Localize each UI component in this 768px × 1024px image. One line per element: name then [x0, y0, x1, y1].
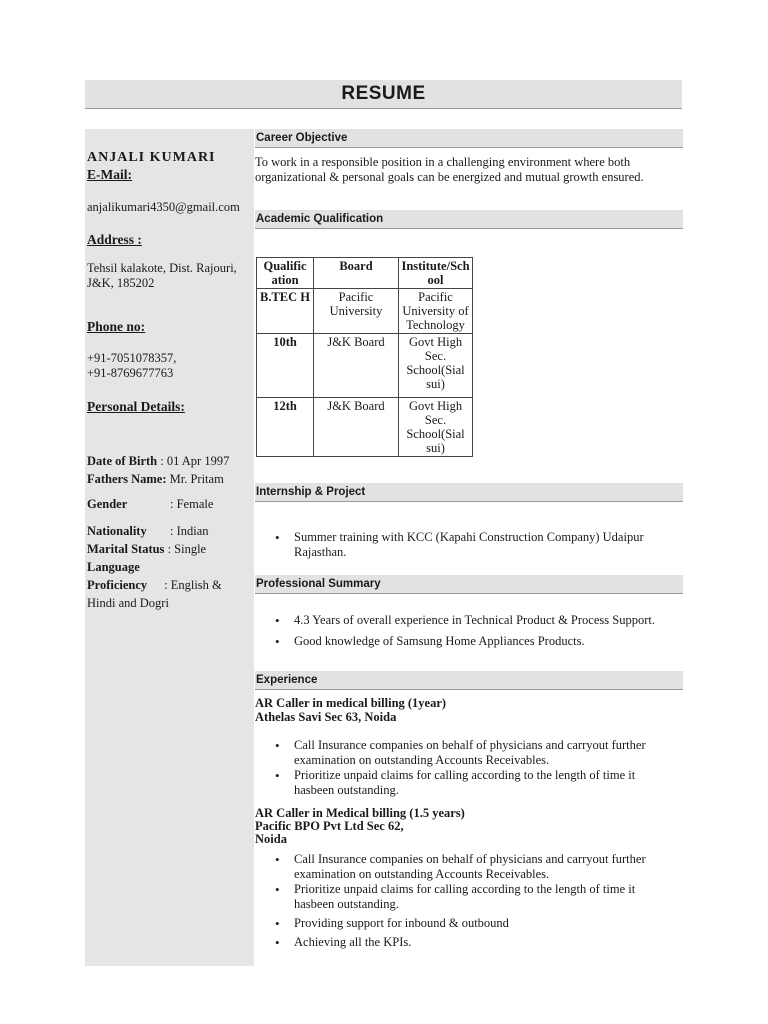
header-institute: Institute/Sch ool	[399, 258, 473, 289]
internship-heading: Internship & Project	[255, 483, 683, 502]
address-label: Address :	[87, 232, 142, 247]
job2-location: Noida	[255, 832, 287, 846]
job1-title: AR Caller in medical billing (1year)	[255, 696, 447, 710]
table-row	[257, 334, 473, 398]
candidate-name: ANJALI KUMARI	[87, 150, 216, 165]
header-board: Board	[314, 258, 399, 289]
job2-list	[275, 852, 670, 912]
email-label: E-Mail:	[87, 167, 132, 182]
internship-list	[275, 530, 670, 566]
job1-company: Athelas Savi Sec 63, Noida	[255, 710, 397, 724]
list-item: • 4.3 Years of overall experience in Technical Product & Process Support.	[275, 613, 670, 628]
job2-company: Pacific BPO Pvt Ltd Sec 62,	[255, 819, 404, 833]
summary-list	[275, 613, 670, 655]
row-qualification: B.TEC H	[257, 289, 314, 334]
career-line-1: To work in a responsible position in a challenging environment where both	[255, 155, 631, 169]
marital-value: : Single	[164, 542, 207, 556]
table-row	[257, 289, 473, 334]
proficiency-value: : English &	[161, 578, 222, 592]
proficiency-row-2	[87, 594, 169, 612]
gender-value: : Female	[170, 497, 214, 511]
gender-row	[87, 495, 213, 513]
marital-row	[87, 540, 206, 558]
list-item: • Achieving all the KPIs.	[275, 935, 670, 950]
row-institute: Govt High Sec. School(Sial sui)	[399, 334, 473, 398]
list-item: • Providing support for inbound & outbound	[275, 916, 670, 931]
job1-list	[275, 738, 670, 798]
experience-heading: Experience	[255, 671, 683, 690]
row-board: Pacific University	[314, 289, 399, 334]
row-institute: Pacific University of Technology	[399, 289, 473, 334]
phone-2: +91-8769677763	[87, 366, 174, 380]
list-item: • Good knowledge of Samsung Home Appliances Products.	[275, 634, 670, 649]
marital-key: Marital Status	[87, 542, 165, 556]
header-qualification: Qualific ation	[257, 258, 314, 289]
father-key: Fathers Name:	[87, 472, 167, 486]
job2-title: AR Caller in Medical billing (1.5 years)	[255, 806, 465, 820]
list-item: • Summer training with KCC (Kapahi Construction Company) Udaipur Rajasthan.	[275, 530, 670, 560]
qualification-table	[256, 257, 473, 457]
list-item: • Call Insurance companies on behalf of physicians and carryout further examination on outstanding Accounts Receivables.	[275, 852, 670, 882]
career-objective-heading: Career Objective	[255, 129, 683, 148]
language-row	[87, 558, 140, 576]
row-board: J&K Board	[314, 334, 399, 398]
proficiency-row	[87, 576, 222, 594]
table-header-row	[257, 258, 473, 289]
sidebar	[85, 129, 254, 966]
father-value: Mr. Pritam	[166, 472, 224, 486]
phone-label: Phone no:	[87, 319, 146, 334]
address-line-2: J&K, 185202	[87, 276, 155, 290]
personal-details-label: Personal Details:	[87, 399, 185, 414]
list-item: • Prioritize unpaid claims for calling according to the length of time it hasbeen outstanding.	[275, 768, 670, 798]
list-item: • Prioritize unpaid claims for calling according to the length of time it hasbeen outstanding.	[275, 882, 670, 912]
summary-heading: Professional Summary	[255, 575, 683, 594]
language-key: Language	[87, 560, 140, 574]
phone-1: +91-7051078357,	[87, 351, 177, 365]
page-title: RESUME	[85, 80, 682, 109]
proficiency-key: Proficiency	[87, 578, 148, 592]
row-qualification: 10th	[257, 334, 314, 398]
row-qualification: 12th	[257, 398, 314, 457]
gender-key: Gender	[87, 497, 128, 511]
table-row	[257, 398, 473, 457]
row-institute: Govt High Sec. School(Sial sui)	[399, 398, 473, 457]
job2-list-extra	[275, 916, 670, 956]
proficiency-value-2: Hindi and Dogri	[87, 596, 169, 610]
career-line-2: organizational & personal goals can be energized and mutual growth ensured.	[255, 170, 644, 184]
academic-heading: Academic Qualification	[255, 210, 683, 229]
dob-key: Date of Birth	[87, 454, 158, 468]
list-item: • Call Insurance companies on behalf of physicians and carryout further examination on outstanding Accounts Receivables.	[275, 738, 670, 768]
address-line-1: Tehsil kalakote, Dist. Rajouri,	[87, 261, 237, 275]
career-objective-text	[255, 155, 675, 185]
father-row	[87, 470, 224, 488]
nationality-key: Nationality	[87, 524, 147, 538]
nationality-value: : Indian	[170, 524, 209, 538]
dob-row	[87, 452, 229, 470]
row-board: J&K Board	[314, 398, 399, 457]
nationality-row	[87, 522, 209, 540]
email-value: anjalikumari4350@gmail.com	[87, 200, 240, 214]
dob-value: : 01 Apr 1997	[157, 454, 230, 468]
